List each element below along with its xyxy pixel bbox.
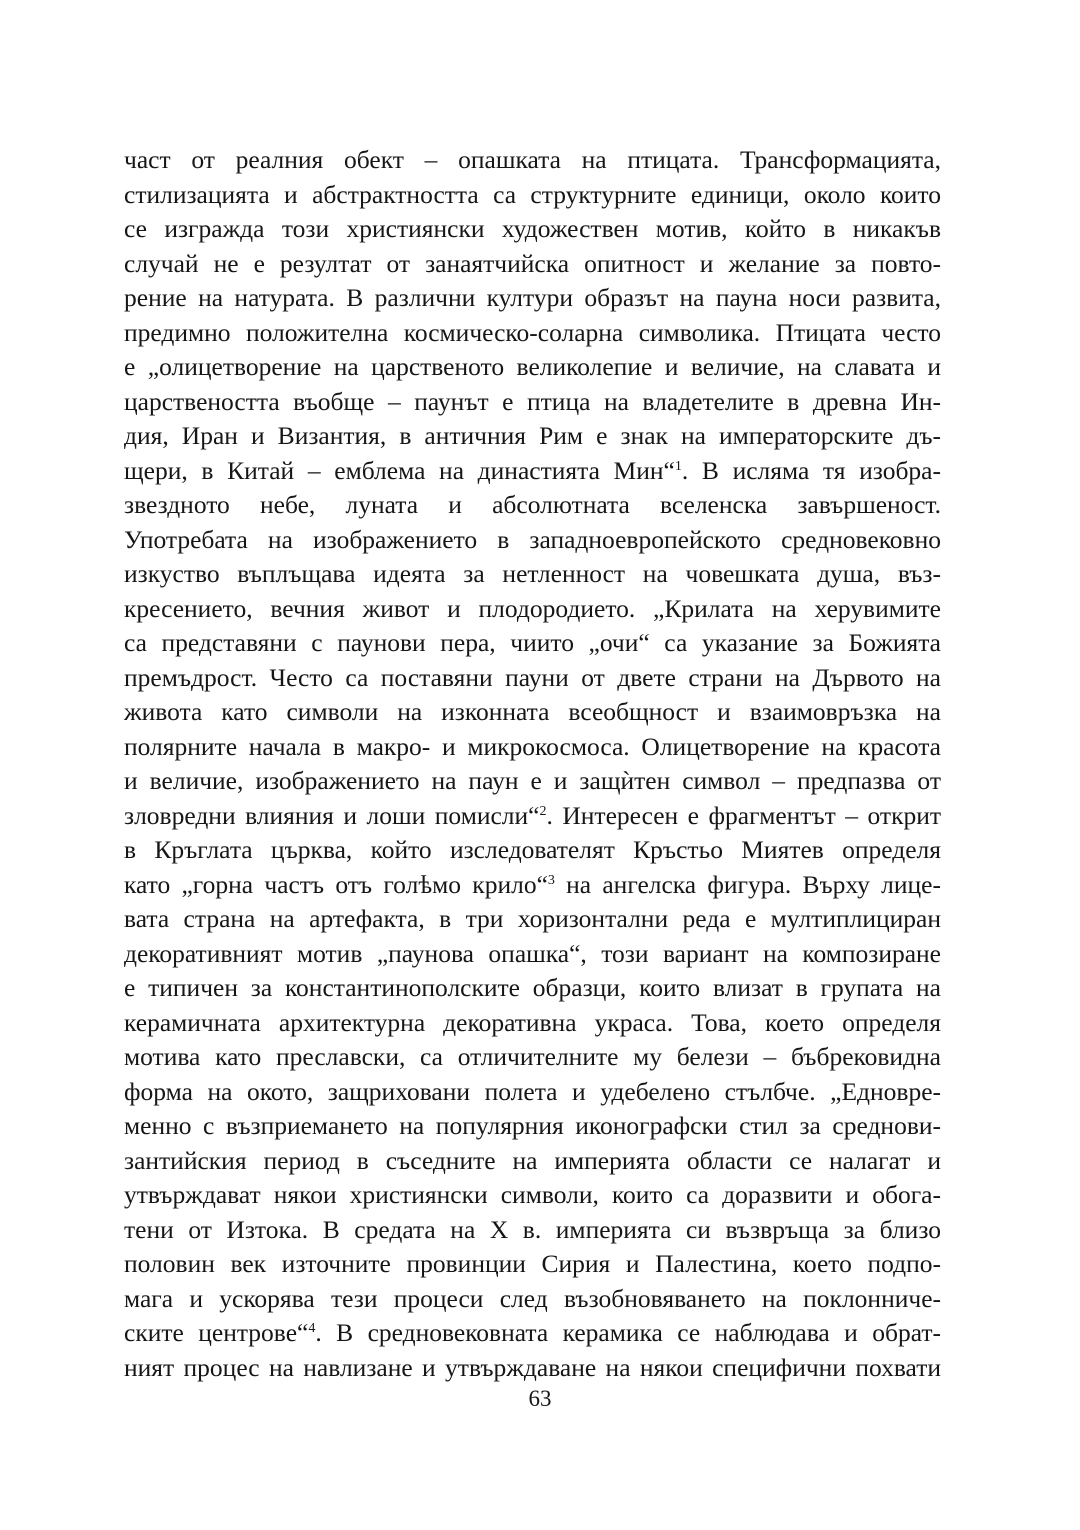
text-line: стилизацията и абстрактността са структурните единици, около които (124, 179, 941, 209)
text-line: Употребата на изображението в западноевропейското средновековно (124, 524, 941, 554)
text-line: мага и ускорява тези процеси след възобновяването на поклонниче- (124, 1283, 941, 1313)
text-line: форма на окото, защриховани полета и удебелено стълбче. „Едновре- (124, 1076, 941, 1106)
text-line: зантийския период в съседните на империята области се налагат и (124, 1145, 941, 1175)
body-text (124, 143, 941, 1385)
page-number: 63 (528, 1386, 552, 1411)
text-segment: като „горна частъ отъ голѣмо крило“ (124, 869, 548, 899)
text-line: мотива като преславски, са отличителните му белези – бъбрековидна (124, 1042, 941, 1071)
footnote-ref-3: 3 (547, 872, 555, 888)
text-line: керамичната архитектурна декоративна украса. Това, което определя (124, 1007, 941, 1037)
text-line: се изгражда този християнски художествен мотив, който в никакъв (124, 214, 941, 243)
text-segment: на ангелска фигура. Върху лице- (554, 869, 941, 899)
text-segment: . В исляма тя изобра- (681, 455, 941, 485)
text-line: кресението, вечния живот и плодородието. „Крилата на херувимите (124, 593, 941, 623)
text-line: звездното небе, луната и абсолютната вселенска завършеност. (124, 490, 941, 519)
text-line-with-footnote (124, 1316, 941, 1351)
text-segment: . В средновековната керамика се наблюдава и обрат- (315, 1318, 941, 1347)
text-line: дия, Иран и Византия, в античния Рим е знак на императорските дъ- (124, 421, 941, 450)
text-line: вата страна на артефакта, в три хоризонтални реда е мултиплициран (124, 904, 941, 933)
text-line-with-footnote (124, 868, 941, 903)
text-line: тени от Изтока. В средата на X в. империята си възвръща за близо (124, 1214, 941, 1244)
text-line: премъдрост. Често са поставяни пауни от двете страни на Дървото на (124, 662, 941, 692)
text-line: царствеността въобще – паунът е птица на владетелите в древна Ин- (124, 386, 941, 416)
footnote-ref-2: 2 (539, 803, 547, 819)
text-line: половин век източните провинции Сирия и Палестина, което подпо- (124, 1249, 941, 1278)
text-line: менно с възприемането на популярния иконографски стил за среднови- (124, 1111, 941, 1140)
text-line-with-footnote (124, 799, 941, 834)
text-segment: . Интересен е фрагментът – открит (546, 800, 941, 830)
text-line: живота като символи на изконната всеобщност и взаимовръзка на (124, 697, 941, 726)
text-line: е „олицетворение на царственото великолепие и величие, на славата и (124, 352, 941, 381)
text-line: утвърждават някои християнски символи, които са доразвити и обога- (124, 1180, 941, 1209)
text-segment: щери, в Китай – емблема на династията Мин“ (124, 455, 675, 485)
text-line-with-footnote (124, 454, 941, 489)
text-line: рение на натурата. В различни култури образът на пауна носи развита, (124, 283, 941, 312)
text-line: са представяни с паунови пера, чиито „очи“ са указание за Божията (124, 628, 941, 657)
footnote-ref-4: 4 (308, 1321, 316, 1336)
text-line: предимно положителна космическо-соларна символика. Птицата често (124, 317, 941, 347)
text-line: декоративният мотив „паунова опашка“, този вариант на композиране (124, 938, 941, 968)
text-segment: зловредни влияния и лоши помисли“ (124, 800, 540, 830)
footnote-ref-1: 1 (674, 458, 682, 474)
text-segment: ските центрове“ (124, 1318, 309, 1347)
text-line: изкуство въплъщава идеята за нетленност на човешката душа, въз- (124, 559, 941, 588)
text-line: е типичен за константинополските образци, които влизат в групата на (124, 973, 941, 1002)
text-line: част от реалния обект – опашката на птицата. Трансформацията, (124, 145, 941, 174)
text-line: и величие, изображението на паун е и защѝтен символ – предпазва от (124, 766, 941, 795)
text-line: полярните начала в макро- и микрокосмоса. Олицетворение на красота (124, 731, 941, 761)
text-line: в Кръглата църква, който изследователят Кръстьо Миятев определя (124, 835, 941, 864)
text-line: случай не е резултат от занаятчийска опитност и желание за повто- (124, 248, 941, 278)
text-line: ният процес на навлизане и утвърждаване на някои специфични похвати (124, 1352, 941, 1382)
